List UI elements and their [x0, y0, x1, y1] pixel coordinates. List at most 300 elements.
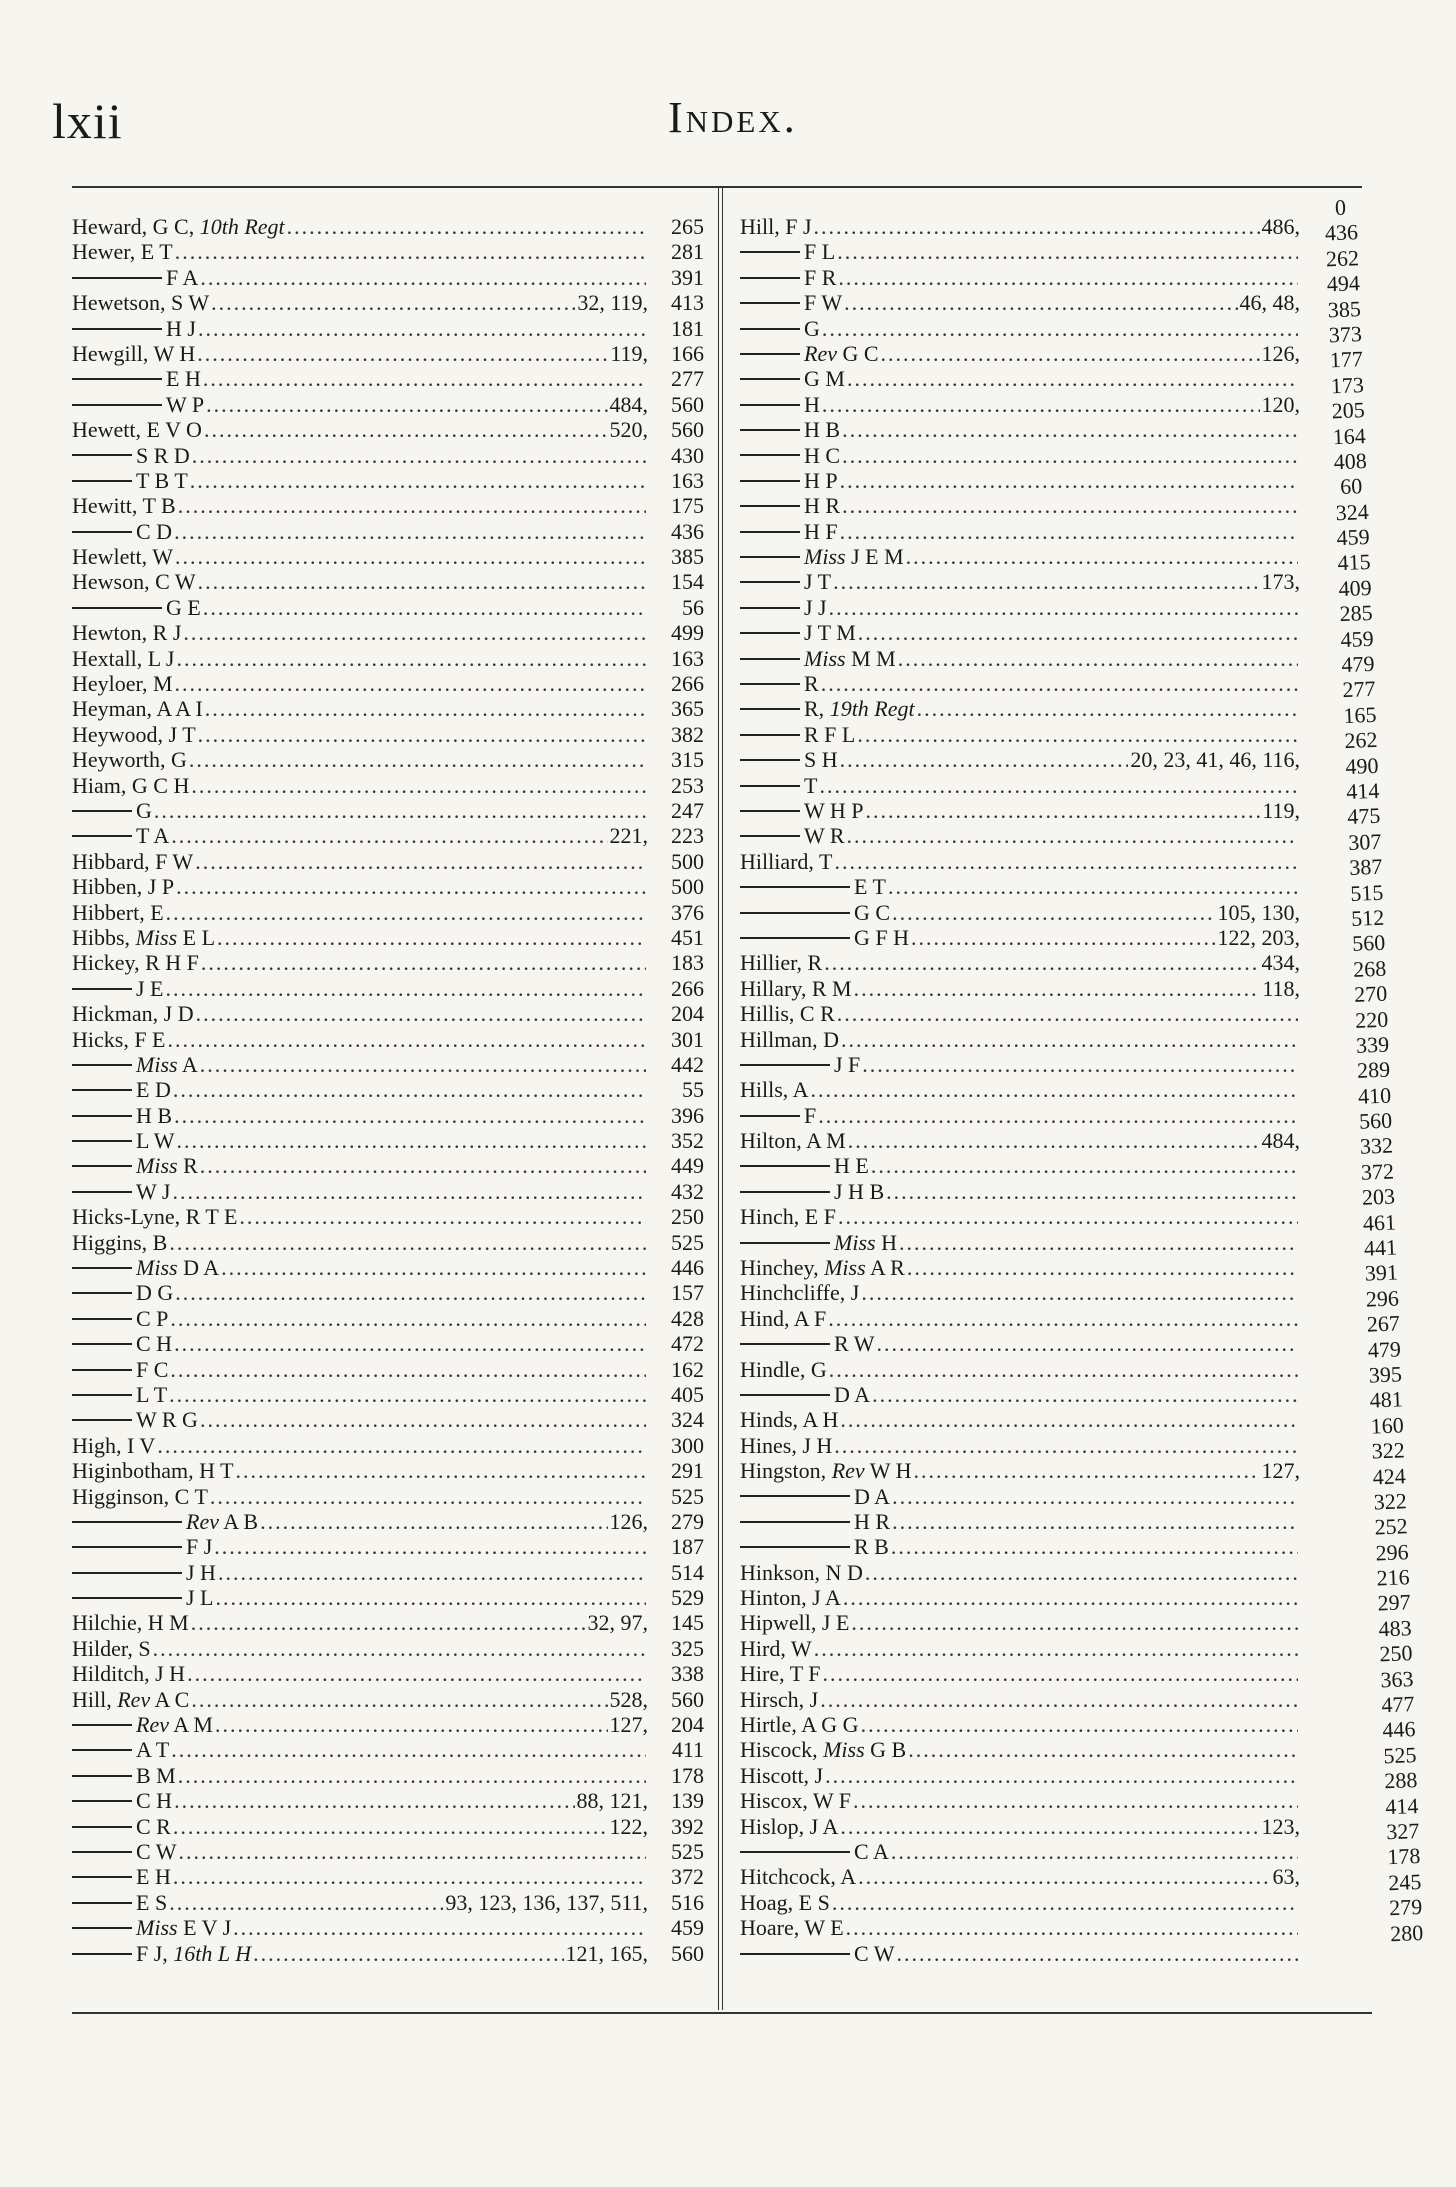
entry-name-text: Hiscott, J [740, 1762, 824, 1788]
ditto-dash [72, 1775, 132, 1777]
entry-page-number: 253 [671, 772, 704, 798]
dot-leader [203, 595, 646, 620]
ditto-dash [72, 1140, 132, 1142]
entry-page-number: 415 [1337, 549, 1372, 576]
dot-leader [814, 214, 1260, 239]
entry-name-text: J E [136, 975, 164, 1001]
entry-name [740, 1788, 851, 1813]
entry-name [740, 900, 890, 925]
entry-name-text: L T [136, 1381, 168, 1407]
ditto-dash [740, 1394, 830, 1396]
ditto-dash [740, 353, 800, 355]
index-entry [72, 1712, 704, 1737]
entry-page-refs: 119, [1262, 797, 1300, 823]
entry-title-italic: Miss [804, 645, 846, 671]
index-entry [740, 519, 1300, 544]
entry-name [740, 646, 896, 671]
entry-page-refs: 123, [1261, 1813, 1300, 1839]
entry-name [72, 1661, 185, 1686]
entry-name-text: H E [834, 1153, 869, 1179]
dot-leader [891, 1534, 1298, 1559]
dot-leader [843, 1585, 1298, 1610]
entry-title-italic: 16th L H [173, 1940, 252, 1966]
dot-leader [851, 1610, 1298, 1635]
entry-name [740, 239, 835, 264]
ditto-dash [740, 607, 800, 609]
entry-page-number: 139 [671, 1788, 704, 1814]
index-entry [740, 1509, 1300, 1534]
index-entry [740, 443, 1300, 468]
entry-page-number: 204 [671, 1712, 704, 1738]
index-entry [740, 1636, 1300, 1661]
entry-name-text: J L [186, 1585, 214, 1611]
ditto-dash [72, 1521, 182, 1523]
index-entry [72, 874, 704, 899]
ditto-dash [72, 1394, 132, 1396]
entry-page-number: 515 [1349, 879, 1384, 906]
entry-name [72, 1915, 231, 1940]
index-entry [740, 595, 1300, 620]
entry-name [72, 1560, 216, 1585]
bottom-rule [72, 2012, 1372, 2014]
entry-page-number: 436 [1324, 219, 1359, 246]
entry-name-text: Higginson, C T [72, 1483, 208, 1509]
ditto-dash [72, 1343, 132, 1345]
ditto-dash [72, 1165, 132, 1167]
entry-page-number: 408 [1333, 447, 1368, 475]
entry-name-text: Hiam, G C H [72, 772, 190, 798]
dot-leader [170, 1306, 646, 1331]
entry-page-number: 414 [1345, 777, 1380, 805]
entry-page-number: 363 [1380, 1665, 1414, 1693]
index-entry [740, 1941, 1300, 1966]
entry-page-number: 382 [671, 721, 704, 747]
entry-name [72, 1230, 167, 1255]
entry-page-number: 285 [1339, 600, 1374, 627]
entry-name-text: F J [186, 1534, 213, 1560]
entry-page-number: 250 [1379, 1640, 1413, 1667]
entry-name [72, 1534, 212, 1559]
entry-page-number: 499 [671, 620, 704, 646]
entry-page-number: 315 [671, 747, 704, 773]
index-entry [72, 1737, 704, 1762]
entry-name-text: Heyloer, M [72, 671, 173, 697]
entry-name [740, 1941, 895, 1966]
entry-name-text: Hind, A F [740, 1305, 827, 1331]
index-entry [72, 265, 704, 290]
dot-leader [201, 950, 646, 975]
entry-name-text: Heyman, A A I [72, 696, 203, 722]
entry-name [72, 1941, 251, 1966]
dot-leader [172, 1179, 646, 1204]
dot-leader [844, 290, 1237, 315]
entry-name [72, 1255, 219, 1280]
entry-name [740, 1712, 859, 1737]
dot-leader [854, 976, 1261, 1001]
index-entry [72, 1433, 704, 1458]
entry-name-text: R W [834, 1331, 875, 1357]
index-entry [740, 544, 1300, 569]
index-entry [740, 1306, 1300, 1331]
entry-page-number: 391 [671, 264, 704, 290]
entry-page-number: 166 [671, 340, 704, 366]
entry-name [72, 1763, 176, 1788]
entry-name-text: Hillier, R [740, 950, 823, 976]
entry-page-refs: 484, [1261, 1128, 1300, 1154]
entry-name-text: Hills, A [740, 1077, 809, 1103]
entry-name [72, 316, 196, 341]
ditto-dash [740, 658, 800, 660]
entry-page-number: 270 [1353, 980, 1388, 1007]
entry-page-number: 449 [671, 1153, 704, 1179]
entry-page-number: 277 [671, 366, 704, 392]
ditto-dash [72, 378, 162, 380]
entry-name [72, 1509, 258, 1534]
entry-name-text: F J, [136, 1940, 174, 1966]
entry-page-number: 55 [682, 1077, 704, 1103]
dot-leader [847, 823, 1298, 848]
ditto-dash [72, 1064, 132, 1066]
entry-page-number: 250 [671, 1204, 704, 1230]
entry-name-text: Hillary, R M [740, 975, 852, 1001]
entry-name-text: C D [136, 518, 173, 544]
dot-leader [192, 443, 646, 468]
index-entry [72, 1179, 704, 1204]
entry-page-number: 280 [1389, 1919, 1424, 1946]
dot-leader [828, 1306, 1298, 1331]
entry-name [72, 1179, 170, 1204]
entry-name-text: J J [804, 594, 827, 620]
dot-leader [218, 1560, 646, 1585]
dot-leader [190, 468, 646, 493]
index-entry [72, 1077, 704, 1102]
entry-title-italic: Rev [804, 340, 837, 366]
entry-name [740, 1255, 905, 1280]
entry-page-refs: 32, 119, [577, 290, 648, 316]
dot-leader [810, 1077, 1298, 1102]
dot-leader [203, 366, 646, 391]
entry-title-italic: Rev [117, 1686, 151, 1712]
ditto-dash [740, 1191, 830, 1193]
index-entry [72, 239, 704, 264]
entry-name [72, 468, 188, 493]
entry-page-number: 175 [671, 493, 704, 519]
dot-leader [888, 874, 1298, 899]
index-entry [72, 544, 704, 569]
dot-leader [840, 747, 1129, 772]
entry-name-text: A T [136, 1737, 170, 1763]
entry-page-refs: 93, 123, 136, 137, 511, [445, 1889, 648, 1915]
entry-name [740, 1382, 870, 1407]
entry-page-number: 396 [671, 1102, 704, 1128]
ditto-dash [72, 277, 162, 279]
index-entry [740, 493, 1300, 518]
entry-name-text: Heywood, J T [72, 721, 196, 747]
ditto-dash [740, 1343, 830, 1345]
entry-page-number: 204 [671, 1001, 704, 1027]
entry-page-number: 500 [671, 848, 704, 874]
dot-leader [892, 900, 1215, 925]
index-entry [72, 722, 704, 747]
entry-name-text: Hingston, [740, 1458, 832, 1484]
entry-page-number: 413 [671, 290, 704, 316]
entry-name [740, 316, 820, 341]
index-entry [72, 595, 704, 620]
index-entry [740, 1839, 1300, 1864]
entry-name-text: C R [136, 1813, 171, 1839]
entry-name [740, 341, 879, 366]
index-entry [72, 823, 704, 848]
dot-leader [833, 569, 1259, 594]
entry-name [72, 290, 209, 315]
index-entry [740, 874, 1300, 899]
entry-page-number: 252 [1374, 1513, 1409, 1540]
entry-page-refs: 122, 203, [1217, 924, 1300, 950]
entry-name-text: Hill, [72, 1686, 118, 1712]
index-entry [740, 722, 1300, 747]
entry-page-refs: 486, [1261, 214, 1300, 239]
dot-leader [253, 1941, 563, 1966]
entry-page-number: 300 [671, 1432, 704, 1458]
entry-name-text: Hire, T F [740, 1661, 821, 1687]
index-entry [72, 1763, 704, 1788]
entry-title-italic: Rev [136, 1712, 169, 1738]
entry-name-text: D A [854, 1483, 891, 1509]
entry-page-number: 459 [671, 1915, 704, 1941]
entry-page-number: 267 [1366, 1310, 1401, 1337]
dot-leader [216, 1585, 647, 1610]
entry-page-number: 490 [1344, 752, 1379, 779]
index-entry [72, 1610, 704, 1635]
entry-page-number: 560 [671, 417, 704, 443]
entry-name [740, 1687, 818, 1712]
dot-leader [865, 1560, 1298, 1585]
entry-name [740, 1763, 823, 1788]
entry-name-suffix: D A [177, 1255, 220, 1281]
entry-name [740, 925, 909, 950]
entry-name [740, 1636, 812, 1661]
entry-name-text: W J [136, 1178, 171, 1204]
entry-name [740, 1179, 884, 1204]
dot-leader [832, 1890, 1298, 1915]
entry-page-number: 365 [671, 696, 704, 722]
ditto-dash [740, 886, 850, 888]
entry-name-text: S R D [136, 442, 190, 468]
entry-page-number: 296 [1365, 1285, 1400, 1312]
dot-leader [200, 1153, 646, 1178]
ditto-dash [740, 505, 800, 507]
ditto-dash [740, 1521, 850, 1523]
entry-page-number: 262 [1325, 244, 1360, 272]
entry-name-text: C A [854, 1839, 889, 1864]
index-entry [72, 620, 704, 645]
entry-name [740, 1128, 846, 1153]
dot-leader [169, 1890, 443, 1915]
dot-leader [179, 1839, 646, 1864]
entry-name [740, 1077, 808, 1102]
entry-name [740, 1560, 863, 1585]
entry-name [72, 1280, 173, 1305]
dot-leader [858, 620, 1298, 645]
ditto-dash [740, 912, 850, 914]
entry-page-number: 262 [1343, 727, 1378, 754]
entry-name-text: Hibbert, E [72, 899, 164, 925]
dot-leader [819, 773, 1298, 798]
entry-name-text: Hicks, F E [72, 1026, 166, 1052]
ditto-dash [72, 1369, 132, 1371]
ditto-dash [740, 480, 800, 482]
dot-leader [214, 1534, 646, 1559]
dot-leader [198, 569, 646, 594]
entry-name-text: T B T [136, 467, 188, 493]
ditto-dash [740, 835, 800, 837]
entry-name-text: F [804, 1102, 817, 1128]
dot-leader [153, 1636, 646, 1661]
entry-name [72, 1077, 171, 1102]
entry-title-italic: Miss [824, 1255, 866, 1281]
index-entry [740, 392, 1300, 417]
page-number: lxii [52, 93, 123, 149]
entry-name-text: Hiscox, W F [740, 1788, 852, 1814]
entry-page-number: 279 [671, 1508, 704, 1534]
ditto-dash [72, 1089, 132, 1091]
entry-page-number: 245 [1387, 1868, 1422, 1896]
entry-title-italic: Rev [186, 1508, 219, 1534]
index-entry [72, 747, 704, 772]
entry-name-text: W H P [804, 797, 864, 823]
entry-name-suffix: E L [177, 924, 216, 950]
entry-name-text: Hinch, E F [740, 1204, 836, 1230]
dot-leader [853, 1788, 1298, 1813]
dot-leader [842, 443, 1298, 468]
ditto-dash [740, 1242, 830, 1244]
index-entry [740, 1814, 1300, 1839]
entry-name-text: Heward, G C, [72, 214, 200, 239]
entry-name [740, 1407, 838, 1432]
index-entry [72, 1357, 704, 1382]
entry-page-refs: 122, [609, 1813, 648, 1839]
entry-name-suffix: A B [218, 1508, 259, 1534]
ditto-dash [740, 759, 800, 761]
entry-name-text: T [804, 772, 818, 798]
ditto-dash [72, 1826, 132, 1828]
dot-leader [881, 341, 1260, 366]
ditto-dash [740, 328, 800, 330]
index-entry [72, 1128, 704, 1153]
ditto-dash [72, 1267, 132, 1269]
entry-name-text: C H [136, 1331, 173, 1357]
entry-page-refs: 121, 165, [565, 1940, 648, 1966]
index-entry [72, 214, 704, 239]
entry-name-text: C W [854, 1940, 895, 1966]
entry-name-text: H B [136, 1102, 173, 1128]
dot-leader [908, 1737, 1298, 1762]
entry-name [740, 1103, 816, 1128]
entry-name-text: Heyworth, G [72, 747, 187, 773]
entry-page-number: 178 [671, 1762, 704, 1788]
entry-page-number: 373 [1328, 321, 1363, 348]
entry-name-text: Hewson, C W [72, 569, 196, 595]
index-entry [740, 1864, 1300, 1889]
dot-leader [200, 1407, 646, 1432]
entry-page-number: 338 [671, 1661, 704, 1687]
dot-leader [911, 925, 1215, 950]
index-entry [72, 696, 704, 721]
index-entry [72, 1331, 704, 1356]
entry-name [72, 1433, 155, 1458]
dot-leader [837, 239, 1298, 264]
entry-name [740, 1204, 836, 1229]
dot-leader [861, 1280, 1298, 1305]
index-entry [72, 849, 704, 874]
entry-page-number: 160 [1370, 1412, 1405, 1439]
entry-page-number: 475 [1346, 803, 1381, 830]
entry-name [740, 696, 915, 721]
entry-page-number: 560 [671, 391, 704, 417]
entry-page-number: 301 [671, 1026, 704, 1052]
entry-name-text: J H [186, 1559, 216, 1585]
entry-name [740, 1509, 890, 1534]
entry-page-number: 164 [1332, 422, 1367, 449]
index-entry [72, 1103, 704, 1128]
entry-name [72, 1788, 172, 1813]
dot-leader [217, 925, 646, 950]
ditto-dash [72, 835, 132, 837]
entry-name-text: Hipwell, J E [740, 1610, 850, 1636]
entry-name-text: Hillman, D [740, 1026, 839, 1052]
entry-page-number: 477 [1380, 1691, 1415, 1718]
entry-name-text: Hinds, A H [740, 1407, 839, 1433]
entry-name-text: C P [136, 1305, 169, 1331]
dot-leader [917, 696, 1298, 721]
entry-page-number: 322 [1371, 1437, 1406, 1464]
index-entry [740, 1484, 1300, 1509]
index-entry [740, 366, 1300, 391]
index-entry [72, 1636, 704, 1661]
entry-name [740, 544, 904, 569]
entry-name [740, 722, 855, 747]
ditto-dash [72, 1749, 132, 1751]
entry-name [72, 493, 176, 518]
entry-page-number: 525 [671, 1229, 704, 1255]
entry-title-italic: Miss [136, 1255, 178, 1281]
dot-leader [183, 620, 646, 645]
entry-name [740, 1331, 875, 1356]
entry-name-text: F L [804, 239, 836, 265]
entry-name-text: Hicks-Lyne, R T E [72, 1204, 238, 1230]
entry-page-number: 451 [671, 924, 704, 950]
entry-name-suffix: G B [864, 1737, 907, 1763]
dot-leader [200, 1052, 646, 1077]
ditto-dash [740, 708, 800, 710]
entry-page-number: 307 [1347, 828, 1382, 855]
entry-page-number: 560 [1358, 1107, 1393, 1134]
index-entry [72, 519, 704, 544]
ditto-dash [72, 810, 132, 812]
entry-name [72, 1204, 237, 1229]
entry-page-refs: 63, [1272, 1864, 1300, 1890]
index-entry [740, 239, 1300, 264]
entry-page-number: 0 [1334, 194, 1347, 221]
entry-name [740, 1433, 832, 1458]
dot-leader [834, 1433, 1298, 1458]
entry-name [72, 1052, 198, 1077]
entry-page-refs: 434, [1261, 950, 1300, 976]
entry-name [72, 620, 181, 645]
dot-leader [204, 417, 608, 442]
index-entry [740, 1077, 1300, 1102]
entry-name-text: B M [136, 1762, 176, 1788]
